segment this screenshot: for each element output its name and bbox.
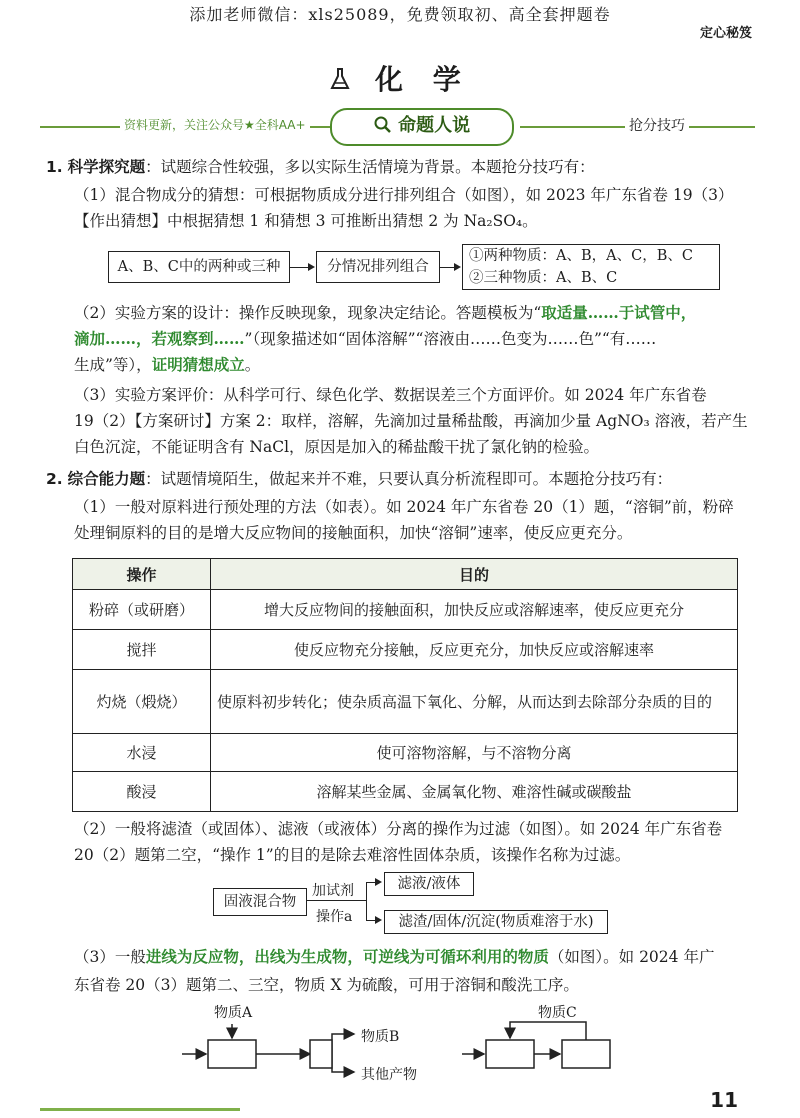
q1-p2-text-d: 。 [244, 356, 261, 374]
page-title [0, 58, 800, 98]
flow-result-three: ②三种物质：A、B、C [469, 270, 618, 286]
table-cell-operation: 水浸 [73, 734, 211, 772]
q1-p2-text-b: ”（现象描述如“固体溶解”“溶液由……色变为……色”“有…… [244, 330, 657, 348]
flow-arrow-1 [289, 267, 313, 268]
filter-label-operation: 操作a [316, 909, 353, 925]
q1-p1-line1: （1）混合物成分的猜想：可根据物质成分进行排列组合（如图），如 2023 年广东省卷 19（3） [74, 186, 734, 204]
diagram2-box-2 [562, 1040, 610, 1068]
q1-p2-text-a: （2）实验方案的设计：操作反映现象，现象决定结论。答题模板为“ [74, 304, 542, 322]
magnifier-icon [374, 116, 392, 134]
flow-result-two: ①两种物质：A、B，A、C，B、C [469, 248, 693, 264]
diagram-right [462, 1022, 610, 1068]
table-cell-operation: 酸浸 [73, 772, 211, 812]
filter-arrow-bottom [366, 920, 380, 921]
diagram-separator-box [310, 1040, 332, 1068]
filter-label-reagent: 加试剂 [312, 883, 354, 899]
section-title [330, 108, 514, 146]
q2-number: 2. [46, 470, 63, 488]
table-header-operation: 操作 [73, 559, 211, 590]
filter-box-mixture: 固液混合物 [213, 888, 307, 916]
diagram-label-a: 物质A [214, 1005, 253, 1021]
q1-heading: 科学探究题 [67, 157, 146, 176]
table-cell-purpose: 使原料初步转化；使杂质高温下氧化、分解，从而达到去除部分杂质的目的 [211, 670, 738, 734]
diagram-reactor-box [208, 1040, 256, 1068]
q2-p2-line2: 20（2）题第二空，“操作 1”的目的是除去难溶性固体杂质，该操作名称为过滤。 [74, 846, 631, 864]
table-row [73, 590, 738, 630]
filter-arrow-top [366, 882, 380, 883]
q1-heading-line [46, 154, 595, 180]
section-title-text: 命题人说 [398, 115, 471, 136]
q1-p1-line2: 【作出猜想】中根据猜想 1 和猜想 3 可推断出猜想 2 为 Na₂SO₄。 [74, 212, 538, 230]
table-row [73, 734, 738, 772]
filter-box-residue: 滤渣/固体/沉淀(物质难溶于水) [384, 910, 608, 934]
q2-heading: 综合能力题 [67, 469, 146, 488]
table-header-purpose: 目的 [211, 559, 738, 590]
table-cell-purpose: 使可溶物溶解，与不溶物分离 [211, 734, 738, 772]
table-cell-purpose: 增大反应物间的接触面积，加快反应或溶解速率，使反应更充分 [211, 590, 738, 630]
q2-p3-highlight: 进线为反应物，出线为生成物，可逆线为可循环利用的物质 [145, 947, 549, 966]
diagram-left [182, 1024, 354, 1072]
bottom-rule [40, 1108, 240, 1111]
diagram2-box-1 [486, 1040, 534, 1068]
filter-box-filtrate: 滤液/液体 [384, 872, 474, 896]
filter-line-main [306, 900, 366, 901]
title-text: 化 学 [375, 63, 471, 96]
q1-intro: ：试题综合性较强，多以实际生活情境为背景。本题抢分技巧有： [145, 158, 595, 176]
q1-p2-line2 [74, 326, 656, 352]
flow-arrow-2 [439, 267, 459, 268]
section-note: 资料更新，关注公众号★全科AA+ [120, 116, 310, 133]
diagram-other-product-arrow [332, 1054, 354, 1072]
q1-p3-line2: 19（2）【方案研讨】方案 2：取样，溶解，先滴加过量稀盐酸，再滴加少量 AgNO₃ 溶液，若产生 [74, 412, 748, 430]
filter-branch [366, 882, 367, 920]
table-cell-operation: 灼烧（煅烧） [73, 670, 211, 734]
q1-number: 1. [46, 158, 63, 176]
table-row [73, 670, 738, 734]
section-right-label: 抢分技巧 [625, 115, 689, 135]
flow-box-candidates: A、B、C中的两种或三种 [108, 251, 290, 283]
table-cell-operation: 粉碎（或研磨） [73, 590, 211, 630]
q1-p3-line3: 白色沉淀，不能证明含有 NaCl，原因是加入的稀盐酸干扰了氯化钠的检验。 [74, 438, 600, 456]
diagram-label-c: 物质C [538, 1005, 577, 1021]
table-cell-operation: 搅拌 [73, 630, 211, 670]
q2-heading-line [46, 466, 672, 492]
top-banner: 添加老师微信：xls25089，免费领取初、高全套押题卷 [189, 5, 611, 24]
table-row [73, 772, 738, 812]
q1-p2-text-c: 生成”等）， [74, 356, 152, 374]
q2-p2-line1: （2）一般将滤渣（或固体）、滤液（或液体）分离的操作为过滤（如图）。如 2024 年广东省卷 [74, 820, 723, 838]
pretreatment-table [72, 558, 738, 812]
q1-p2-line3 [74, 352, 260, 378]
q1-p3-line1: （3）实验方案评价：从科学可行、绿色化学、数据误差三个方面评价。如 2024 年广东省卷 [74, 386, 707, 404]
q1-p2-template-2: 滴加……，若观察到…… [74, 329, 245, 348]
flow-box-results [462, 244, 720, 290]
flask-icon [329, 65, 351, 98]
q2-intro: ：试题情境陌生，做起来并不难，只要认真分析流程即可。本题抢分技巧有： [145, 470, 673, 488]
q1-p2-line1 [74, 300, 696, 326]
q2-p3-text-a: （3）一般 [74, 948, 146, 966]
q2-p3-text-b: （如图）。如 2024 年广 [548, 948, 715, 966]
diagram2-recycle-arrow [510, 1022, 586, 1040]
q1-p2-template-3: 证明猜想成立 [151, 355, 245, 374]
q2-p1-line1: （1）一般对原料进行预处理的方法（如表）。如 2024 年广东省卷 20（1）题，“溶铜”前，粉碎 [74, 498, 734, 516]
table-row [73, 630, 738, 670]
diagram-label-b: 物质B [361, 1029, 400, 1045]
corner-label: 定心秘笈 [699, 26, 752, 41]
q1-p2-template-1: 取适量……于试管中， [541, 303, 697, 322]
q2-p3-line2: 东省卷 20（3）题第二、三空，物质 X 为硫酸，可用于溶铜和酸洗工序。 [74, 976, 579, 994]
flow-box-combine: 分情况排列组合 [316, 251, 440, 283]
table-cell-purpose: 使反应物充分接触，反应更充分，加快反应或溶解速率 [211, 630, 738, 670]
diagram-product-b-arrow [332, 1034, 354, 1054]
process-diagrams [170, 1010, 770, 1090]
table-cell-purpose: 溶解某些金属、金属氧化物、难溶性碱或碳酸盐 [211, 772, 738, 812]
section-bar [40, 108, 760, 144]
page-number: 11 [710, 1088, 738, 1112]
table-header-row [73, 559, 738, 590]
q2-p3-line1 [74, 944, 714, 970]
diagram-label-other: 其他产物 [361, 1067, 417, 1083]
q2-p1-line2: 处理铜原料的目的是增大反应物间的接触面积，加快“溶铜”速率，使反应更充分。 [74, 524, 633, 542]
